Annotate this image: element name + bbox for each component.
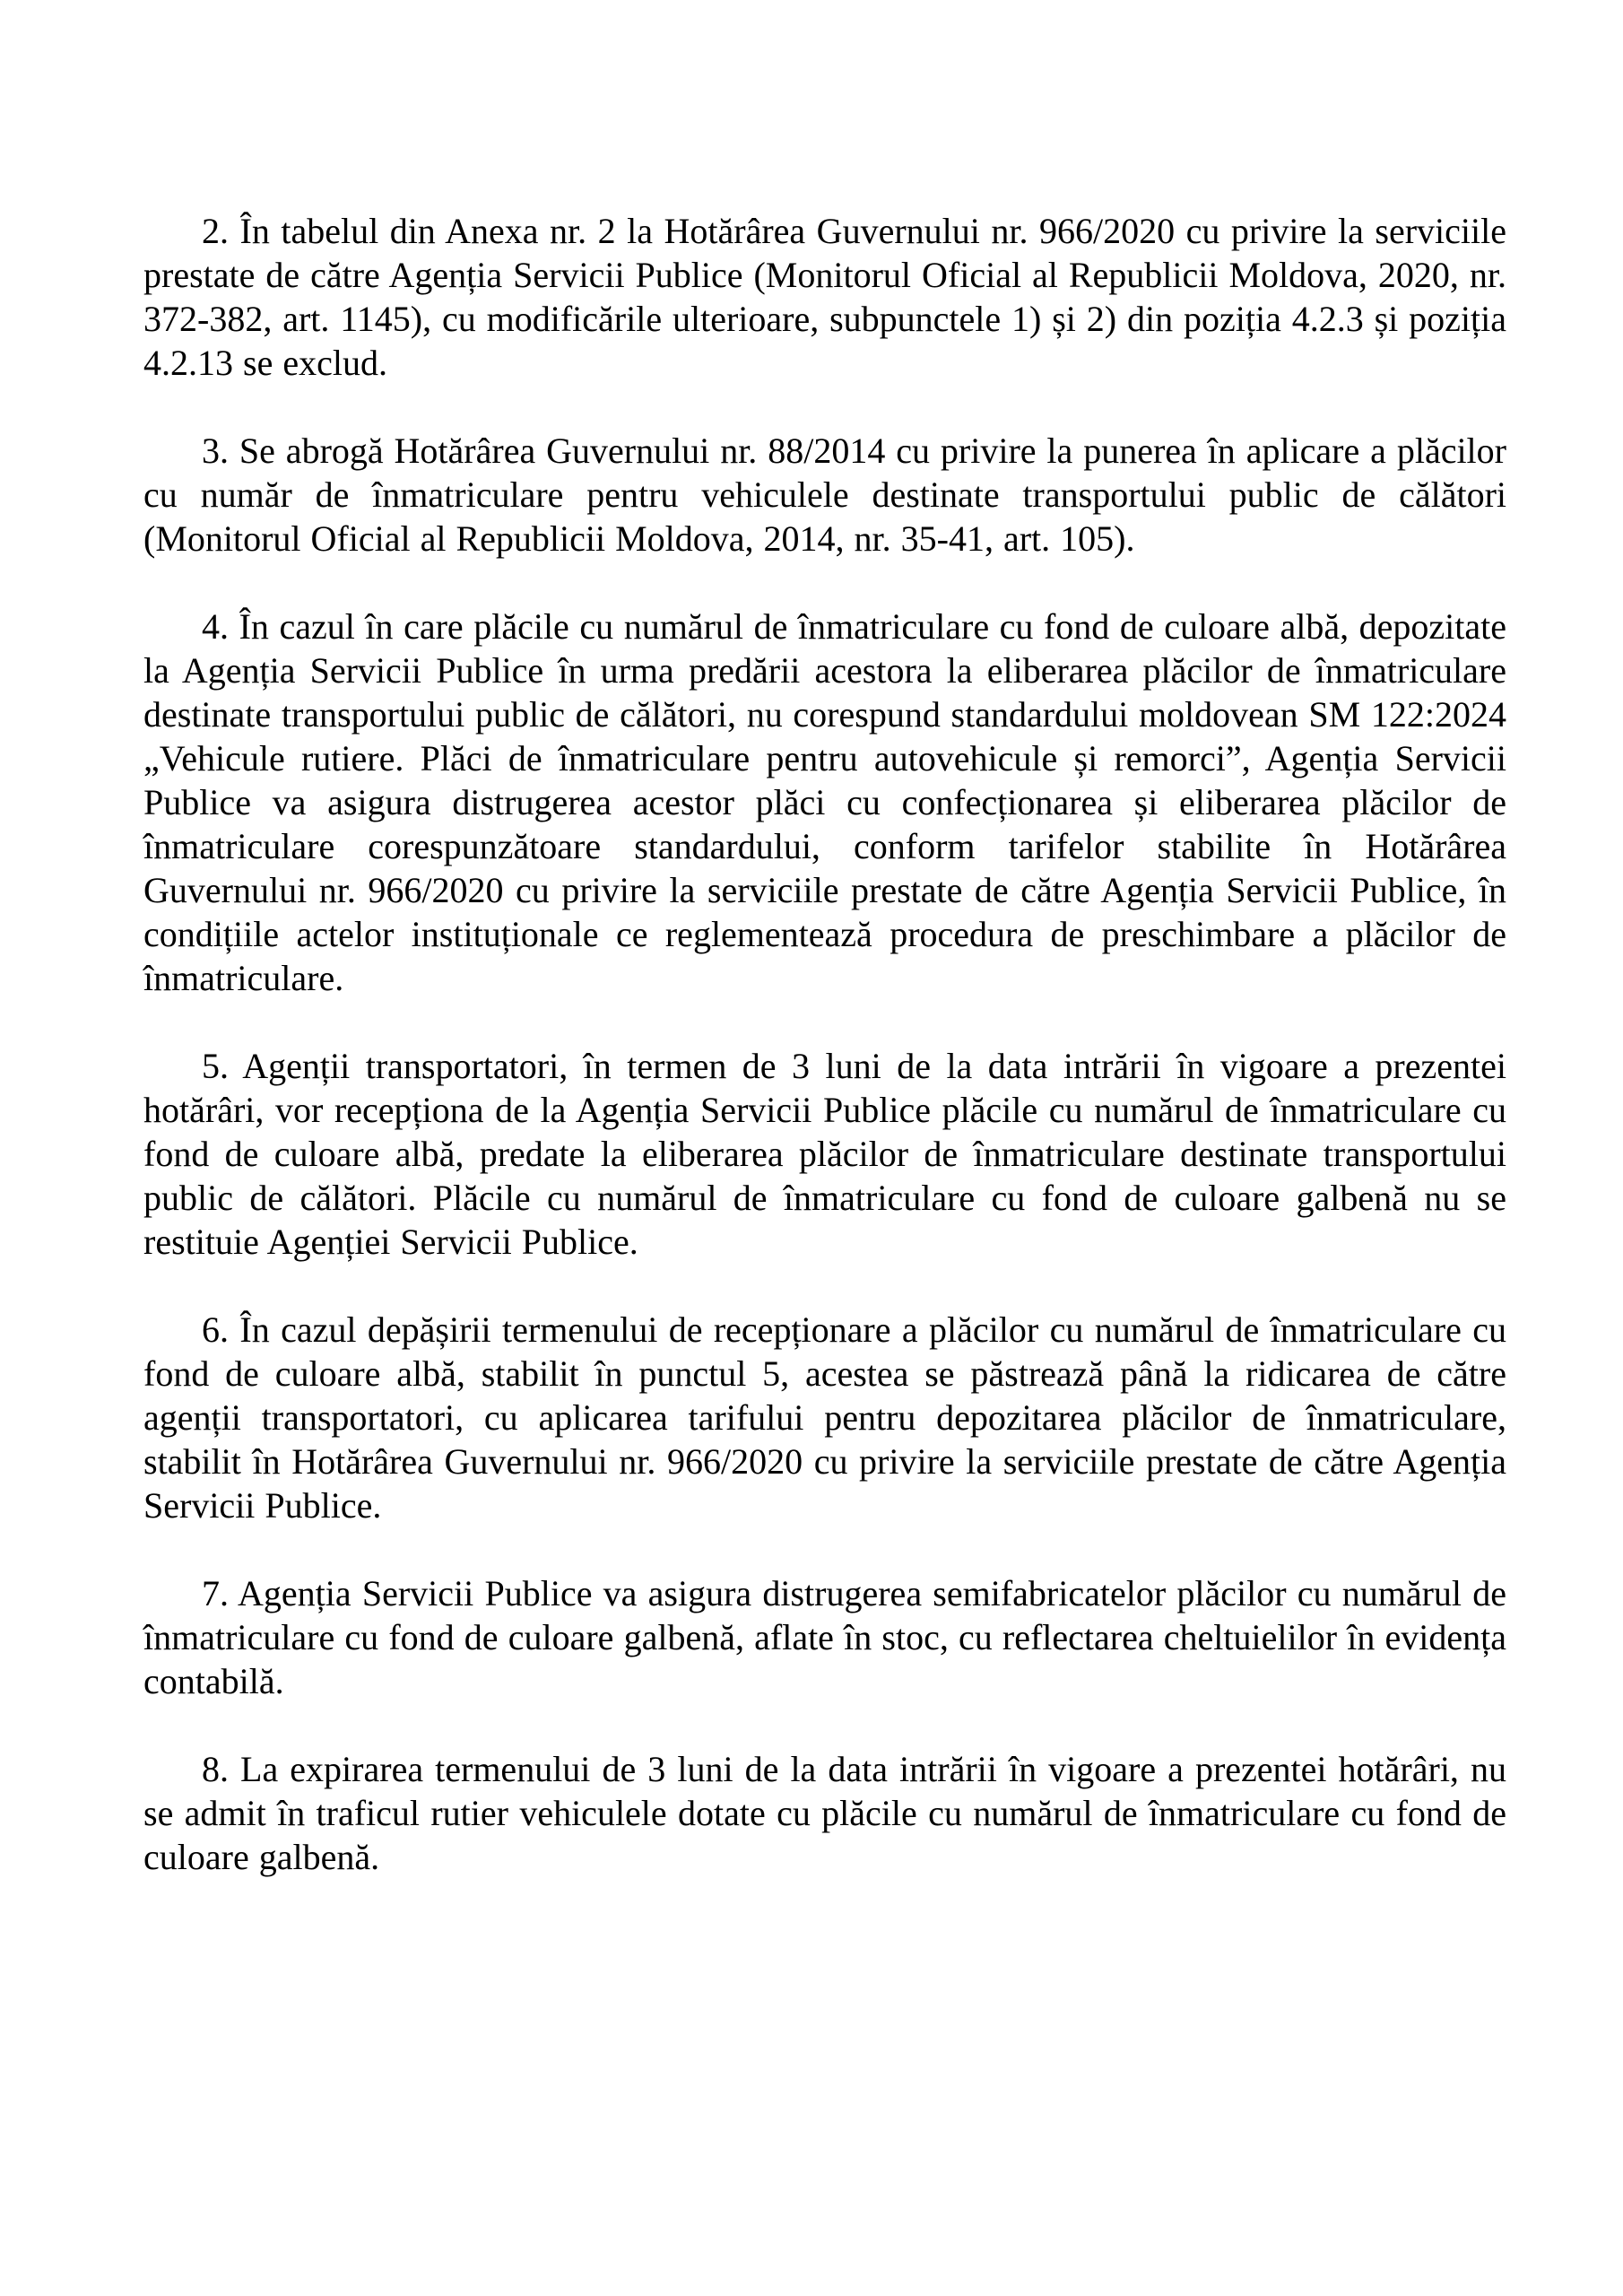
paragraph-3: 3. Se abrogă Hotărârea Guvernului nr. 88/2014 cu privire la punerea în aplicare a plăcilor cu număr de înmatriculare pentru vehiculele destinate transportului public de călători (Monitorul Oficial al Republicii Moldova, 2014, nr. 35-41, art. 105). [143,430,1506,559]
paragraph-2: 2. În tabelul din Anexa nr. 2 la Hotărârea Guvernului nr. 966/2020 cu privire la serviciile prestate de către Agenția Servicii Publice (Monitorul Oficial al Republicii Moldova, 2020, nr. 372-382, art. 1145), cu modificările ulterioare, subpunctele 1) și 2) din poziția 4.2.3 și poziția 4.2.13 se exclud. [143,211,1506,383]
paragraph-7: 7. Agenția Servicii Publice va asigura distrugerea semifabricatelor plăcilor cu numărul de înmatriculare cu fond de culoare galbenă, aflate în stoc, cu reflectarea cheltuielilor în evidența contabilă. [143,1573,1506,1701]
paragraph-5: 5. Agenții transportatori, în termen de 3 luni de la data intrării în vigoare a prezentei hotărâri, vor recepționa de la Agenția Servicii Publice plăcile cu numărul de înmatriculare cu fond de culoare albă, predate la eliberarea plăcilor de înmatriculare destinate transportului public de călători. Plăcile cu numărul de înmatriculare cu fond de culoare galbenă nu se restituie Agenției Servicii Publice. [143,1046,1506,1262]
document-body [143,209,1506,1923]
paragraph-6: 6. În cazul depășirii termenului de recepționare a plăcilor cu numărul de înmatriculare cu fond de culoare albă, stabilit în punctul 5, acestea se păstrează până la ridicarea de către agenții transportatori, cu aplicarea tarifului pentru depozitarea plăcilor de înmatriculare, stabilit în Hotărârea Guvernului nr. 966/2020 cu privire la serviciile prestate de către Agenția Servicii Publice. [143,1309,1506,1526]
paragraph-4: 4. În cazul în care plăcile cu numărul de înmatriculare cu fond de culoare albă, depozitate la Agenția Servicii Publice în urma predării acestora la eliberarea plăcilor de înmatriculare destinate transportului public de călători, nu corespund standardului moldovean SM 122:2024 „Vehicule rutiere. Plăci de înmatriculare pentru autovehicule și remorci”, Agenția Servicii Publice va asigura distrugerea acestor plăci cu confecționarea și eliberarea plăcilor de înmatriculare corespunzătoare standardului, conform tarifelor stabilite în Hotărârea Guvernului nr. 966/2020 cu privire la serviciile prestate de către Agenția Servicii Publice, în condițiile actelor instituționale ce reglementează procedura de preschimbare a plăcilor de înmatriculare. [143,606,1506,998]
paragraph-8: 8. La expirarea termenului de 3 luni de la data intrării în vigoare a prezentei hotărâri, nu se admit în traficul rutier vehiculele dotate cu plăcile cu numărul de înmatriculare cu fond de culoare galbenă. [143,1749,1506,1877]
